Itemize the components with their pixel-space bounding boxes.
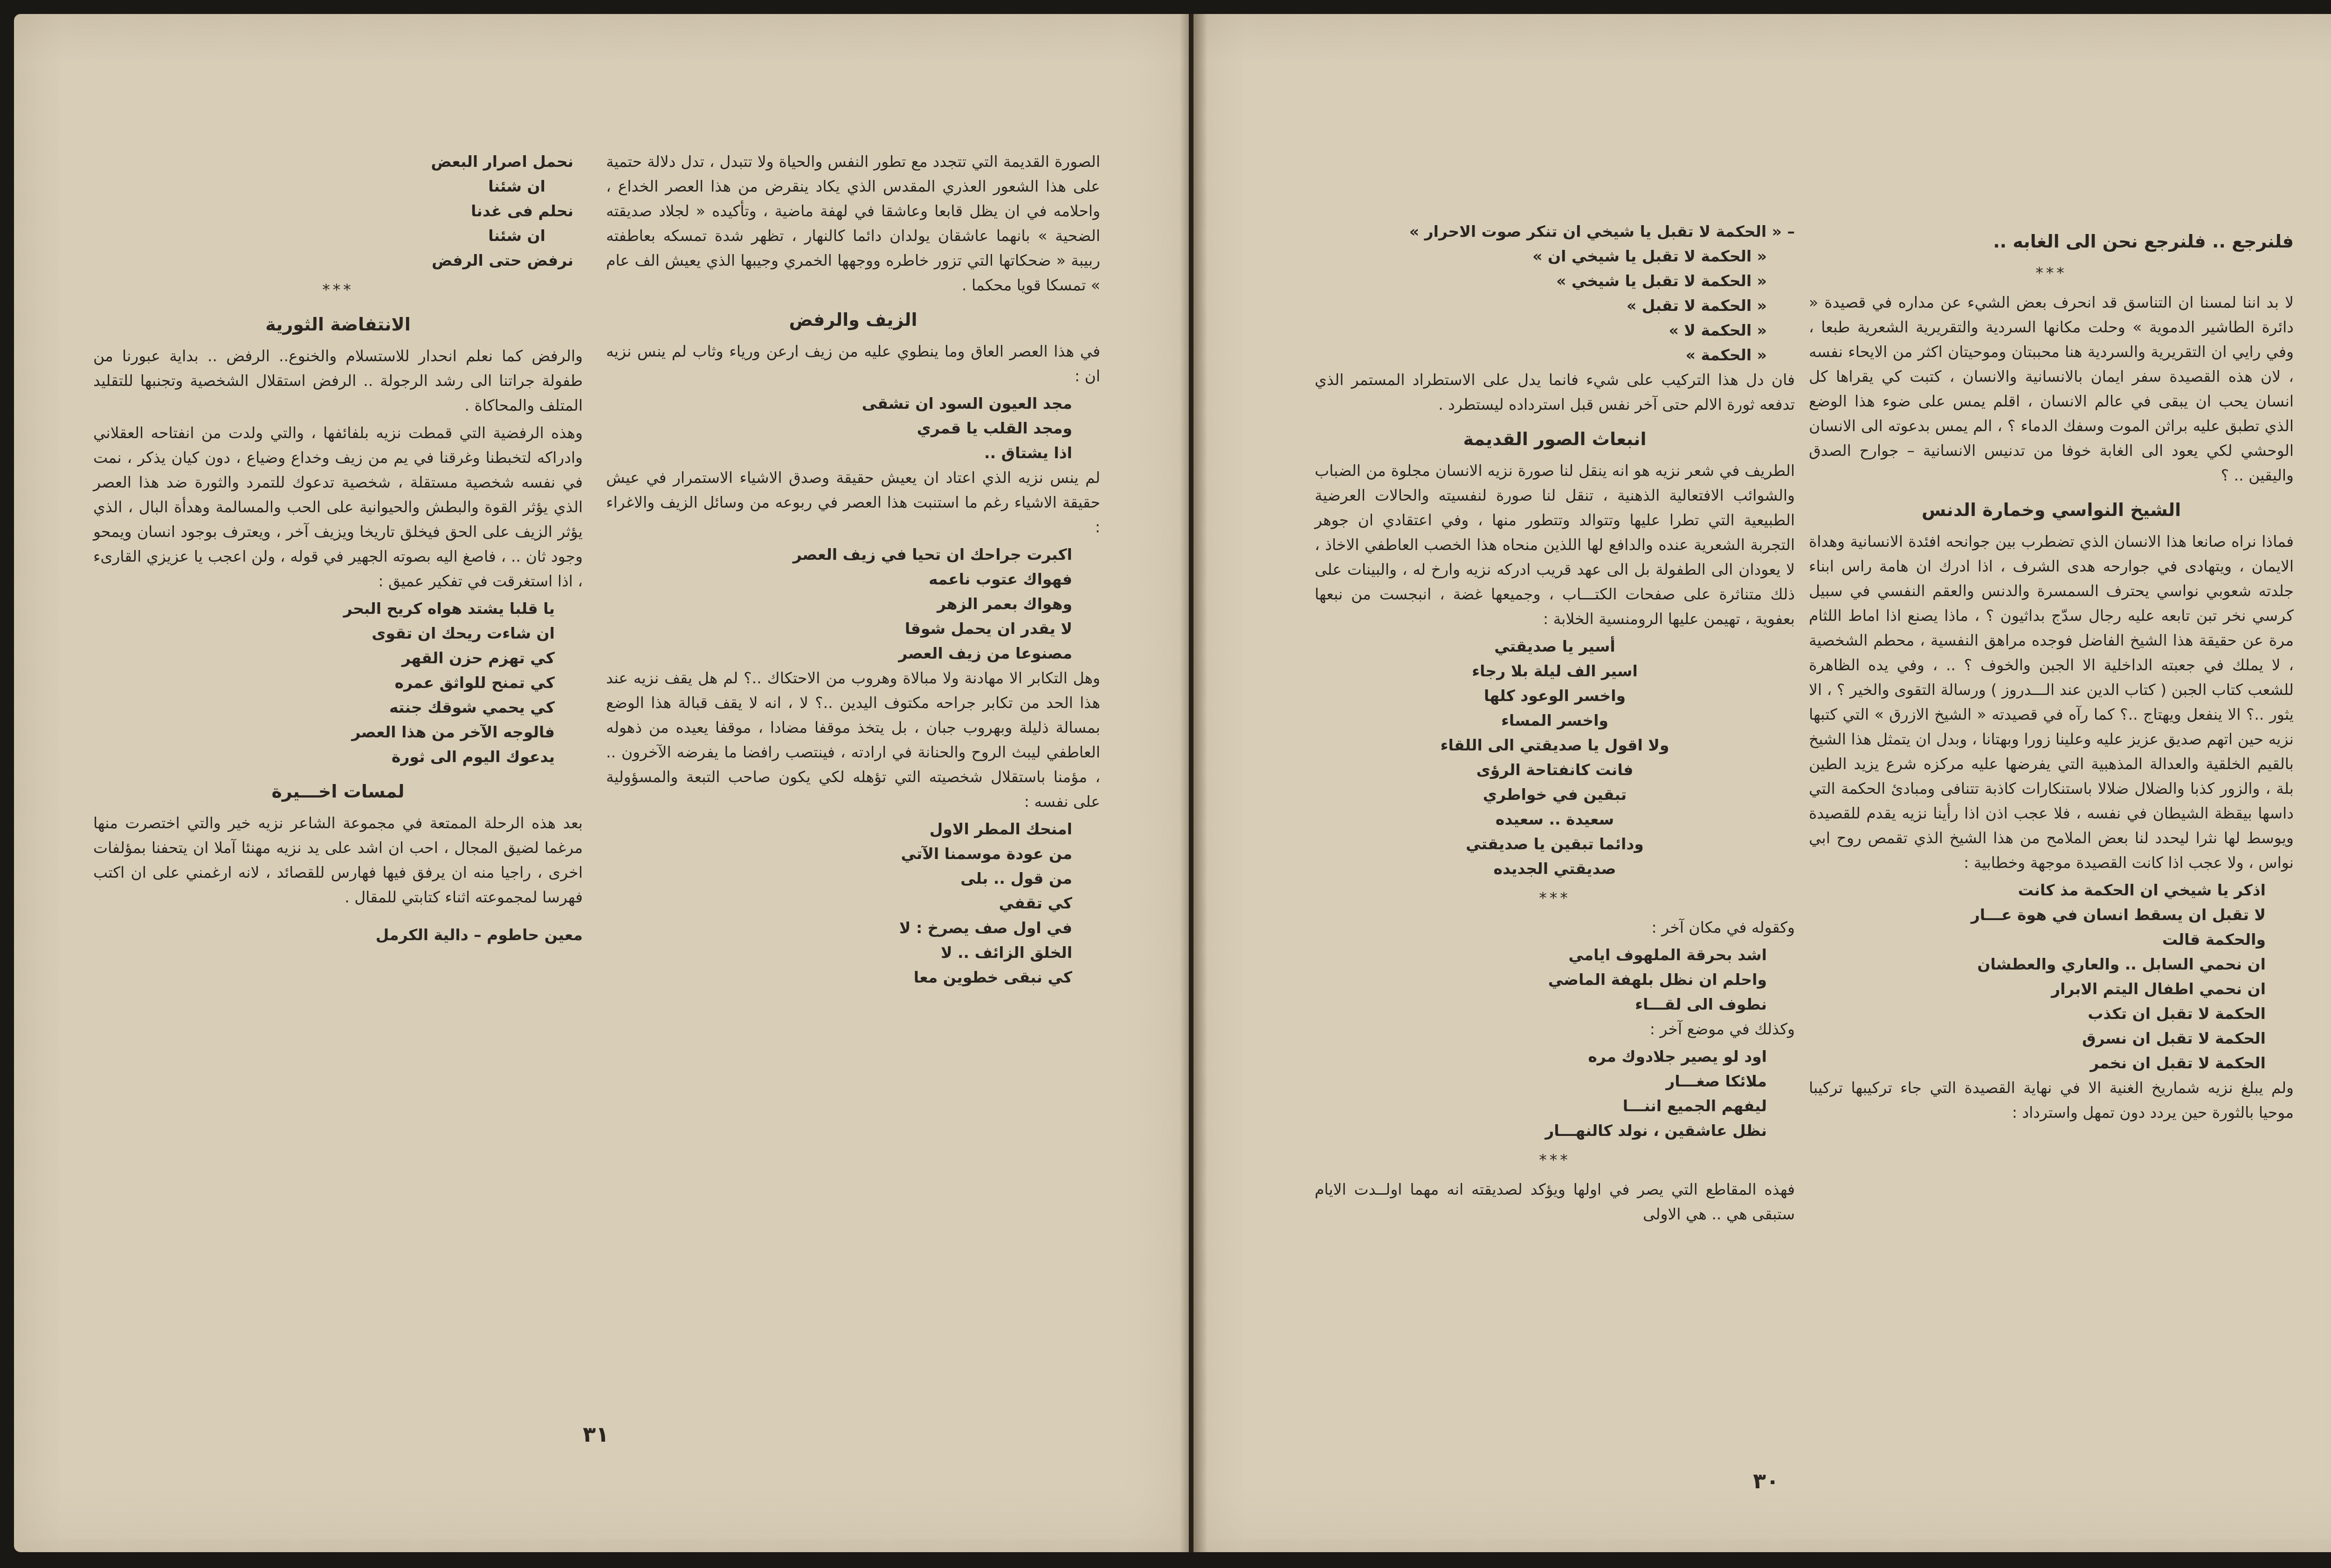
verse-line: ان شئنا — [488, 227, 545, 245]
verse-line: – « الحكمة لا تقبل يا شيخي ان تنكر صوت الاحرار » — [1409, 222, 1795, 241]
paragraph: فهذه المقاطع التي يصر في اولها ويؤكد لصديقته انه مهما اولــدت الايام ستبقى هي .. هي الاولى — [1315, 1180, 1795, 1223]
verse-line: ان شاءت ريحك ان تقوى — [372, 624, 555, 642]
verse-line: نرفض حتى الرفض — [431, 251, 573, 269]
verse-line: ملائكا صغـــار — [1666, 1072, 1767, 1090]
verse-line: مصنوعا من زيف العصر — [898, 644, 1072, 662]
paragraph: لا بد اننا لمسنا ان التناسق قد انحرف بعض الشيء عن مداره في قصيدة « دائرة الطاشير الدموية » وحلت مكانها السردية والتقريرية الشعرية طبعا ، وفي رايي ان التقريرية والسردية هنا محببتان وموحيتان اكثر من الايحاء نفسه ، لان هذه القصيدة سفر ايمان بالانسانية والانسان ، كتبت كي يقراها كل انسان يحب ان يبقى في عالم الانسان ، اقلم يمس على ضوء هذا الوضع الذي تطبق عليه براثن الموت وسفك الدماء ؟ ، الم يمس بدعوته الى الانسان الوحشي لكي يعود الى الغابة خوفا من تدنيس الانسانية – جوارح الصدق واليقين .. ؟ — [1809, 293, 2294, 484]
verse-line: لا تقبل ان يسقط انسان في هوة عـــار — [1971, 906, 2266, 924]
verse-line: فهواك عتوب ناعمه — [929, 570, 1072, 588]
verse-line: كي تهزم حزن القهر — [401, 649, 555, 667]
verse-line: فانت كانفتاحة الرؤى — [1476, 761, 1634, 779]
verse-line: كي يحمي شوقك جنته — [389, 698, 555, 716]
verse-block — [606, 542, 1100, 666]
verse-line: واحلم ان نظل بلهفة الماضي — [1548, 970, 1767, 989]
verse-line: امنحك المطر الاول — [929, 820, 1072, 838]
verse-block — [1315, 1044, 1795, 1143]
verse-block — [1315, 634, 1795, 881]
verse-line: « الحكمة لا تقبل يا شيخي ان » — [1532, 247, 1767, 265]
verse-line: كي نبقى خطوين معا — [913, 968, 1072, 986]
verse-line: اكبرت جراحك ان تحيا في زيف العصر — [793, 545, 1072, 564]
verse-line: فالوجه الآخر من هذا العصر — [352, 723, 555, 741]
verse-line: ان نحمي السابل .. والعاري والعطشان — [1977, 955, 2266, 973]
verse-line: كي تمنح للواثق عمره — [394, 674, 555, 692]
section-heading: الزيف والرفض — [789, 309, 917, 330]
verse-line: في اول صف يصرخ : لا — [899, 919, 1072, 937]
verse-line: والحكمة قالت — [2162, 930, 2266, 949]
verse-line: ومجد القلب يا قمري — [917, 419, 1072, 437]
verse-line: من قول .. بلى — [960, 869, 1072, 887]
section-separator: *** — [1539, 1151, 1571, 1169]
book-gutter — [1179, 14, 1207, 1552]
verse-block — [1315, 942, 1795, 1017]
right-page-column-left — [1315, 219, 1795, 1229]
verse-block — [93, 596, 583, 769]
verse-block — [1315, 219, 1795, 367]
verse-line: « الحكمة » — [1685, 346, 1767, 364]
paragraph: في هذا العصر العاق وما ينطوي عليه من زيف ارعن ورياء وثاب لم ينس نزيه ان : — [606, 342, 1100, 385]
verse-line: اسير الف ليلة بلا رجاء — [1472, 662, 1638, 680]
section-separator: *** — [2035, 264, 2067, 282]
section-heading: الشيخ النواسي وخمارة الدنس — [1921, 500, 2181, 520]
verse-line: يا قلبا يشتد هواه كريح البحر — [343, 599, 555, 618]
verse-line: نطوف الى لقـــاء — [1635, 995, 1767, 1013]
verse-line: اود لو يصير جلادوك مره — [1588, 1047, 1767, 1066]
verse-line: نحلم فى غدنا — [471, 202, 573, 220]
verse-line: الحكمة لا تقبل ان نسرق — [2082, 1029, 2266, 1047]
verse-line: من عودة موسمنا الآتي — [901, 845, 1072, 863]
paragraph: وهل التكابر الا مهادنة ولا مبالاة وهروب من الاحتكاك ..؟ لم هل يقف نزيه عند هذا الحد من تكابر جراحه مكتوف اليدين ..؟ لا ، انه لا يقف قبالة هذا الوضع بمسالة ذليلة وبهروب جبان ، بل يتخذ موقفا مضادا ، موقفا يعيده من ذهوله العاطفي ليبث الروح والحنانة في ارادته ، فينتصب رافضا ما يفرضه الآخرون .. ، مؤمنا باستقلال شخصيته التي تؤهله لكي يكون صاحب التبعة والمسؤولية على نفسه : — [606, 669, 1100, 811]
verse-line: سعيدة .. سعيده — [1495, 810, 1614, 828]
verse-block — [606, 391, 1100, 465]
verse-line: ان نحمي اطفال اليتم الابرار — [2051, 980, 2266, 998]
paragraph: فماذا نراه صانعا هذا الانسان الذي تضطرب بين جوانحه افئدة الانسانية وهداة الايمان ، ويتهادى في جوارحه هدى الشرف ، اذا ادرك ان هامة راس ابناء جلدته شعوبي نواسي يحترف السمسرة والدنس والعقم النفسي في سبيل كرسي نخر تبن تابعه عليه رجال سدّج بداثيون ؟ ، ماذا يصنع اذا اماط اللثام مرة عن حقيقة هذا الشيخ الفاضل فوجده مراهق النفسية ، محطم الشخصية ، لا يملك في جعبته الداخلية الا الجبن والخوف ؟ .. ، وفي يده الظاهرة للشعب كتاب الجبن ( كتاب الدين عند الـــدروز ) ورسالة التقوى والخير ؟ ، الا يثور ..؟ الا ينفعل ويهتاج ..؟ كما رآه في قصيدته « الشيخ الازرق » التي كتبها نزيه حين اتهم صديق عزيز عليه وعلينا زورا وبهتانا ، وبدل ان يتمثل هذا الشيخ بالقيم الخلقية والعدالة المذهبية التي يفرضها عليه مركزه شرع يزيد الطين بلة ، والزور كذبا والضلال ضلالا باستنكارات كاذبة تتنافى ومبادئ الحكمة التي داسها بيقظة الشيطان في نفسه ، فلا عجب اذن اذا رأينا نزيه يقدم للقصيدة ويوسط لها نثرا ليحدد لنا بعض الملامح من هذا الشيخ الذي تقمص روح ابي نواس ، ولا عجب اذا كانت القصيدة موجهة وخطابية : — [1809, 532, 2294, 872]
left-page-column-left — [93, 149, 583, 950]
paragraph: وهذه الرفضية التي قمطت نزيه بلفائفها ، والتي ولدت من انفتاحه العقلاني وادراكه لتخبطنا وغرقنا في يم من زيف وخداع وضياع ، دون كيان يذكر ، نمت في نفسه شخصية مستقلة ، شخصية تدعوك للتمرد والثورة ضد هذا العصر الذي يؤثر القوة والبطش والحيوانية على الحب والمسالمة وهدأة البال ، الذي يؤثر الزيف على الحق فيخلق تاريخا ويزيف آخر ، ويعترف بوجود انسان ويمحو وجود ثان .. ، فاصغ اليه بصوته الجهير في قوله ، ولن اعجب يا عزيزي القارىء ، اذا استغرقت في تفكير عميق : — [93, 424, 583, 590]
verse-line: « الحكمة لا » — [1669, 321, 1767, 339]
verse-block — [93, 149, 583, 273]
paragraph: فان دل هذا التركيب على شيء فانما يدل على الاستطراد المستمر الذي تدفعه ثورة الالم حتى آخر نفس قبل استرداده ليستطرد . — [1315, 371, 1795, 413]
verse-line: نحمل اصرار البعض — [431, 152, 573, 171]
section-heading: لمسات اخـــيرة — [271, 781, 405, 802]
verse-line: الحكمة لا تقبل ان تكذب — [2088, 1004, 2266, 1023]
verse-line: ولا اقول يا صديقتي الى اللقاء — [1440, 736, 1669, 754]
paragraph: لم ينس نزيه الذي اعتاد ان يعيش حقيقة وصدق الاشياء الاستمرار في عيش حقيقة الاشياء رغم ما استنبت هذا العصر في ربوعه من وسائل الزيف والاغراء : — [606, 468, 1100, 536]
section-heading: انبعاث الصور القديمة — [1463, 429, 1647, 449]
verse-line: ودائما تبقين يا صديقتي — [1466, 835, 1644, 853]
section-separator: *** — [322, 281, 354, 299]
verse-line: أسير يا صديقتي — [1494, 637, 1615, 655]
verse-line: اشد بحرقة الملهوف ايامي — [1568, 946, 1767, 964]
author-signature: معين حاطوم – دالية الكرمل — [375, 926, 583, 944]
verse-line: يدعوك اليوم الى ثورة — [391, 748, 555, 766]
paragraph: الصورة القديمة التي تتجدد مع تطور النفس والحياة ولا تتبدل ، تدل دلالة حتمية على هذا الشعور العذري المقدس الذي يكاد ينقرض من هذا العصر الخداع ، واحلامه في ان يظل قابعا وعاشقا في لهفة ماضية ، وتأكيده « لجلاد صديقته الضحية » بانهما عاشقان يولدان دائما كالنهار ، تظهر شدة تمسكه بعاطفته ربيبة « ضحكاتها التي تزور خاطره ووجهها الخمري وجيبها الذي يعيش الف عام » تمسكا قويا محكما . — [606, 152, 1100, 294]
verse-line: الخلق الزائف .. لا — [940, 943, 1072, 962]
page-number-left: ٣١ — [583, 1422, 609, 1447]
verse-line: كي تقفي — [999, 894, 1072, 912]
verse-line: « الحكمة لا تقبل » — [1626, 296, 1767, 315]
left-page-column-right — [606, 149, 1100, 990]
verse-line: اذا يشتاق .. — [984, 444, 1072, 462]
paragraph: الطريف في شعر نزيه هو انه ينقل لنا صورة نزيه الانسان مجلوة من الضباب والشوائب الافتعالية الذهنية ، تنقل لنا صورة لنفسيته والحالات العرضية الطبيعية التي تطرا عليها وتتوالد وتتطور منها ، وفي اعتقادي ان جوهر التجربة الشعرية عنده والدافع لها اللذين منحاه هذا الخصب العاطفي الاخاذ ، لا يعودان الى الطفولة بل الى عهد قريب ادركه نزيه وارخ له ، والبينات على ذلك متناثرة على صفحات الكتـــاب ، وجميعها غضة ، انبجست من نبعها بعفوية ، تهيمن عليها الرومنسية الخلابة : — [1315, 461, 1795, 628]
verse-line: واخسر الوعود كلها — [1483, 687, 1626, 705]
verse-line: تبقين في خواطري — [1483, 785, 1627, 804]
verse-line: صديقتي الجديده — [1493, 860, 1616, 878]
verse-line: « الحكمة لا تقبل يا شيخي » — [1556, 272, 1767, 290]
section-heading: الانتفاضة الثورية — [265, 314, 411, 335]
verse-line: نظل عاشقين ، نولد كالنهـــار — [1545, 1121, 1767, 1140]
paragraph: ولم يبلغ نزيه شماريخ الغنية الا في نهاية القصيدة التي جاء تركيبها تركيبا موحيا بالثورة حين يردد دون تمهل واسترداد : — [1809, 1079, 2294, 1121]
verse-line: اذكر يا شيخي ان الحكمة مذ كانت — [2018, 881, 2266, 899]
verse-line: ان شئنا — [488, 177, 545, 195]
paragraph: والرفض كما نعلم انحدار للاستسلام والخنوع.. الرفض .. بداية عبورنا من طفولة جراتنا الى رشد الرجولة .. الرفض استقلال الشخصية وتجنبها للتقليد المتلف والمحاكاة . — [93, 347, 583, 414]
paragraph: وكذلك في موضع آخر : — [1649, 1020, 1795, 1038]
verse-line: واخسر المساء — [1501, 711, 1608, 729]
section-separator: *** — [1539, 889, 1571, 907]
paragraph: بعد هذه الرحلة الممتعة في مجموعة الشاعر نزيه خير والتي اختصرت منها مرغما لضيق المجال ، احب ان اشد على يد نزيه مهنئا آملا ان يتحفنا بمؤلفات اخرى ، راجيا منه ان يرفق فيها فهارس للقصائد ، لانه ارغمني على ان اكتب فهرسا لمجموعته اثناء كتابتي للمقال . — [93, 814, 583, 906]
verse-line: ليفهم الجميع اننـــا — [1622, 1097, 1767, 1115]
verse-block — [606, 817, 1100, 990]
verse-line: لا يقدر ان يحمل شوقا — [904, 619, 1072, 638]
section-heading: فلنرجع .. فلنرجع نحن الى الغابه .. — [1993, 231, 2294, 252]
verse-line: وهواك بعمر الزهر — [937, 595, 1072, 613]
right-page-column-right — [1809, 219, 2294, 1128]
verse-line: الحكمة لا تقبل ان نخمر — [2090, 1054, 2266, 1072]
paragraph: وكقوله في مكان آخر : — [1651, 918, 1795, 936]
verse-block — [1809, 878, 2294, 1075]
verse-line: مجد العيون السود ان تشقى — [862, 394, 1072, 413]
page-number-right: ٣٠ — [1753, 1468, 1779, 1493]
